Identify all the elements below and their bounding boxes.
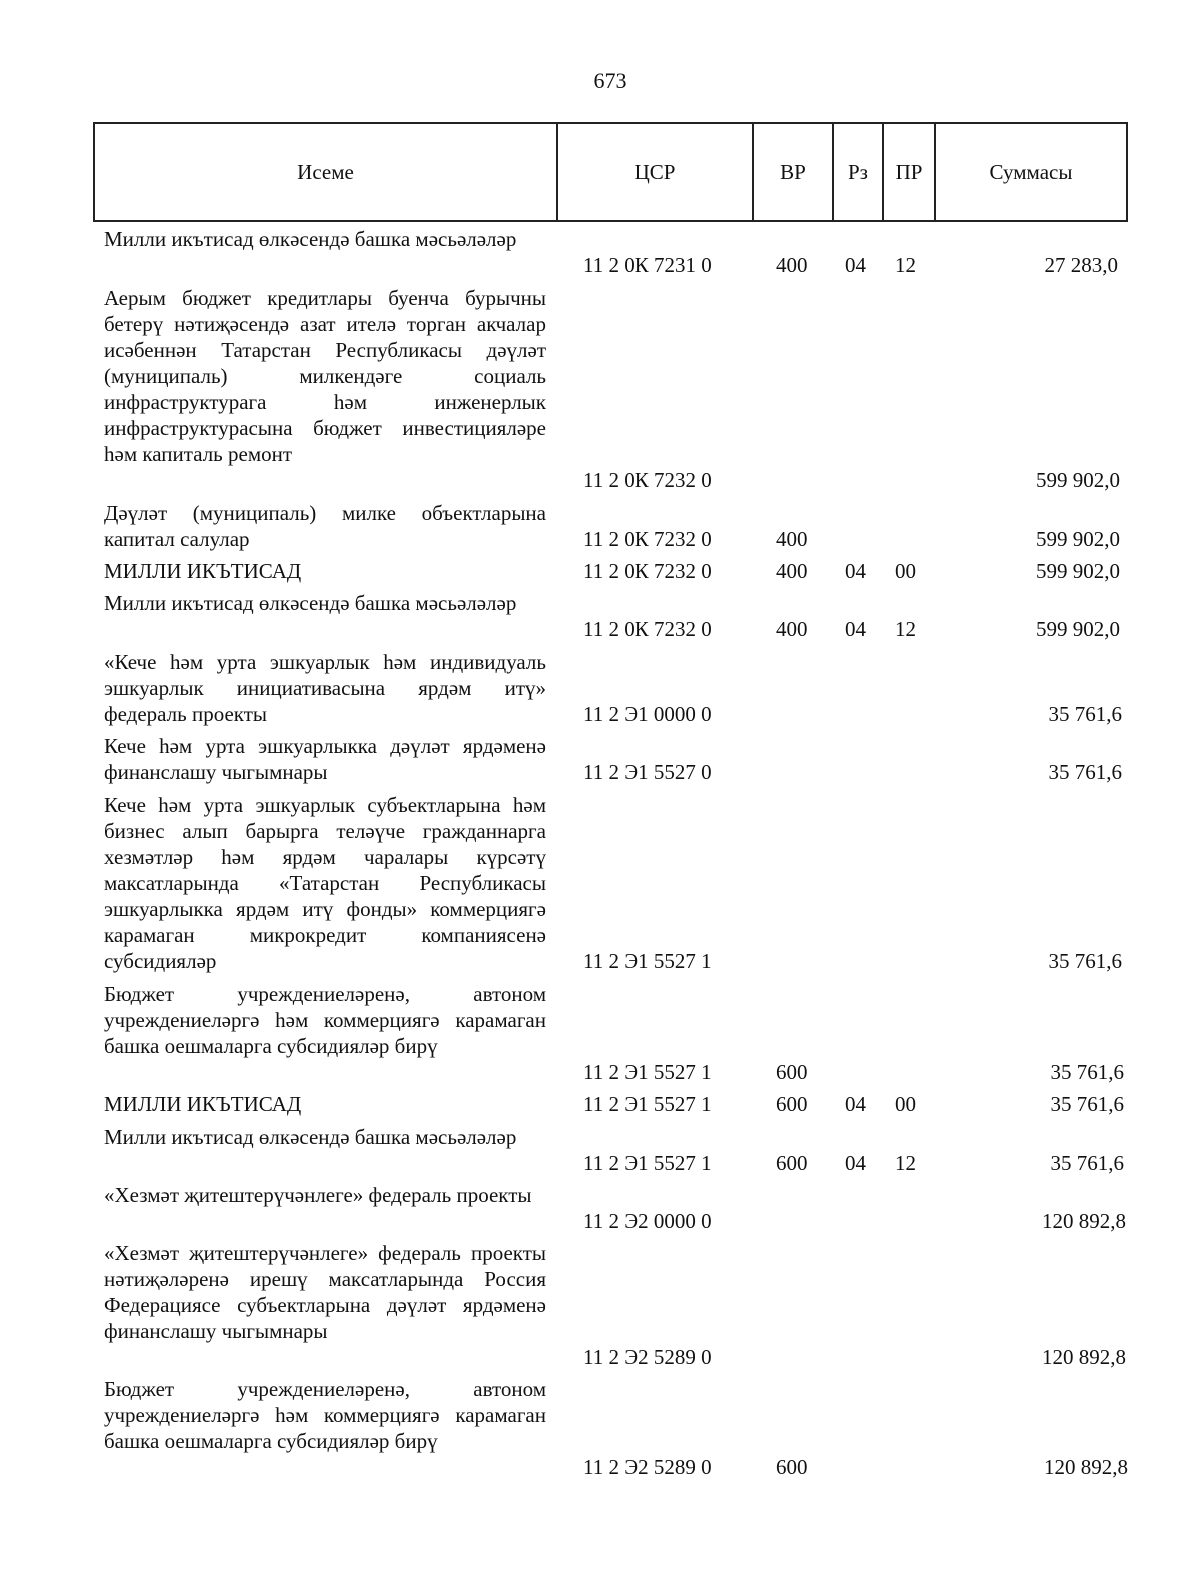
row-name: «Хезмәт җитештерүчәнлеге» федераль проекты нәтиҗәләренә ирешү максатларында Россия Федерациясе субъектларына дәүләт ярдәменә финанслашу чыгымнары (104, 1241, 546, 1343)
row-rz: 04 (845, 1092, 866, 1116)
row-sum: 599 902,0 (1036, 468, 1120, 492)
row-name: Дәүләт (муниципаль) милке объектларына капитал салулар (104, 501, 546, 551)
header-vr: ВР (752, 124, 832, 220)
row-csr: 11 2 0К 7231 0 (583, 253, 712, 277)
table-row (0, 1091, 1200, 1117)
row-vr: 400 (776, 253, 808, 277)
row-vr: 600 (776, 1455, 808, 1479)
row-rz: 04 (845, 1151, 866, 1175)
row-csr: 11 2 Э1 0000 0 (583, 702, 712, 726)
row-sum: 35 761,6 (1048, 760, 1122, 784)
row-csr: 11 2 Э1 5527 1 (583, 949, 712, 973)
table-row (0, 649, 1200, 727)
row-sum: 120 892,8 (1044, 1455, 1128, 1479)
row-rz: 04 (845, 253, 866, 277)
table-row (0, 1182, 1200, 1234)
row-name: МИЛЛИ ИКЪТИСАД (104, 1092, 302, 1116)
table-row (0, 558, 1200, 584)
page-number: 673 (593, 68, 627, 93)
row-sum: 35 761,6 (1050, 1060, 1124, 1084)
row-pr: 00 (895, 1092, 916, 1116)
row-sum: 35 761,6 (1050, 1092, 1124, 1116)
row-pr: 12 (895, 1151, 916, 1175)
row-csr: 11 2 Э2 0000 0 (583, 1209, 712, 1233)
row-vr: 600 (776, 1060, 808, 1084)
header-pr: ПР (882, 124, 934, 220)
row-sum: 35 761,6 (1050, 1151, 1124, 1175)
row-sum: 120 892,8 (1042, 1209, 1126, 1233)
row-csr: 11 2 0К 7232 0 (583, 468, 712, 492)
table-row (0, 226, 1200, 278)
table-row (0, 285, 1200, 493)
row-name: Бюджет учреждениеләренә, автоном учреждениеләргә һәм коммерциягә карамаган башка оешмаларга субсидияләр бирү (104, 982, 546, 1058)
table-row (0, 500, 1200, 552)
row-sum: 120 892,8 (1042, 1345, 1126, 1369)
row-rz: 04 (845, 617, 866, 641)
header-rz: Рз (832, 124, 882, 220)
row-name: МИЛЛИ ИКЪТИСАД (104, 559, 302, 583)
row-name: Аерым бюджет кредитлары буенча бурычны бетерү нәтиҗәсендә азат ителә торган акчалар исәбеннән Татарстан Республикасы дәүләт (муниципаль) милкендәге социаль инфраструктурага һәм инженерлык инфраструктурасына бюджет инвестицияләре һәм капиталь ремонт (104, 286, 546, 466)
row-sum: 35 761,6 (1048, 702, 1122, 726)
row-csr: 11 2 Э1 5527 1 (583, 1151, 712, 1175)
row-csr: 11 2 Э2 5289 0 (583, 1455, 712, 1479)
header-sum: Суммасы (934, 124, 1126, 220)
table-row (0, 590, 1200, 642)
row-pr: 00 (895, 559, 916, 583)
row-sum: 599 902,0 (1036, 527, 1120, 551)
row-pr: 12 (895, 617, 916, 641)
table-row (0, 1240, 1200, 1370)
row-name: «Кече һәм урта эшкуарлык һәм индивидуаль эшкуарлык инициативасына ярдәм итү» федераль проекты (104, 650, 546, 726)
row-csr: 11 2 Э2 5289 0 (583, 1345, 712, 1369)
row-vr: 600 (776, 1151, 808, 1175)
row-sum: 599 902,0 (1036, 617, 1120, 641)
row-name: Кече һәм урта эшкуарлыкка дәүләт ярдәменә финанслашу чыгымнары (104, 734, 546, 784)
table-row (0, 981, 1200, 1085)
row-csr: 11 2 0К 7232 0 (583, 559, 712, 583)
table-row (0, 1124, 1200, 1176)
row-sum: 35 761,6 (1048, 949, 1122, 973)
row-vr: 400 (776, 617, 808, 641)
row-sum: 27 283,0 (1044, 253, 1118, 277)
row-name: Бюджет учреждениеләренә, автоном учреждениеләргә һәм коммерциягә карамаган башка оешмаларга субсидияләр бирү (104, 1377, 546, 1453)
row-csr: 11 2 0К 7232 0 (583, 527, 712, 551)
row-name: Милли икътисад өлкәсендә башка мәсьәләләр (104, 227, 517, 251)
table-row (0, 1376, 1200, 1480)
row-name: «Хезмәт җитештерүчәнлеге» федераль проекты (104, 1183, 532, 1207)
row-csr: 11 2 Э1 5527 1 (583, 1060, 712, 1084)
row-csr: 11 2 0К 7232 0 (583, 617, 712, 641)
row-rz: 04 (845, 559, 866, 583)
row-pr: 12 (895, 253, 916, 277)
row-csr: 11 2 Э1 5527 0 (583, 760, 712, 784)
row-vr: 600 (776, 1092, 808, 1116)
row-name: Милли икътисад өлкәсендә башка мәсьәләләр (104, 1125, 517, 1149)
row-vr: 400 (776, 559, 808, 583)
row-sum: 599 902,0 (1036, 559, 1120, 583)
header-csr: ЦСР (556, 124, 752, 220)
row-name: Милли икътисад өлкәсендә башка мәсьәләләр (104, 591, 517, 615)
table-row (0, 733, 1200, 785)
table-row (0, 792, 1200, 974)
row-vr: 400 (776, 527, 808, 551)
header-name: Исеме (297, 159, 354, 184)
row-name: Кече һәм урта эшкуарлык субъектларына һәм бизнес алып барырга теләүче гражданнарга хезмәтләр һәм ярдәм чаралары күрсәтү максатларында «Татарстан Республикасы эшкуарлыкка ярдәм итү фонды» коммерциягә карамаган микрокредит компаниясенә субсидияләр (104, 793, 546, 973)
row-csr: 11 2 Э1 5527 1 (583, 1092, 712, 1116)
